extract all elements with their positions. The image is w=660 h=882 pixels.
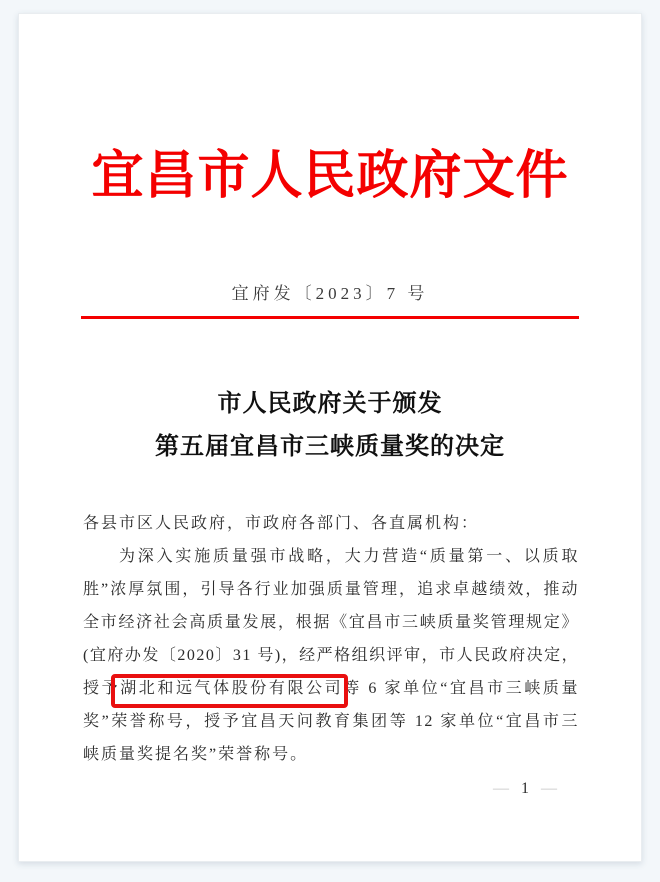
page-number-value: 1 [521,780,529,797]
body-line: 为深入实施质量强市战略，大力营造“质量第一、以质取 [119,548,579,565]
document-number: 宜府发〔2023〕7 号 [231,284,429,303]
document-page [18,13,642,862]
document-title-line1: 市人民政府关于颁发 [217,391,443,417]
document-title-line2: 第五届宜昌市三峡质量奖的决定 [155,434,505,460]
body-line: 峡质量奖提名奖”荣誉称号。 [83,746,309,763]
company-name-text: 湖北和远气体股份有限公司 [120,680,344,697]
agency-name-header: 宜昌市人民政府文件 [91,148,569,205]
body-line: 胜”浓厚氛围，引导各行业加强质量管理，追求卓越绩效，推动 [83,581,579,598]
body-line: (宜府办发〔2020〕31 号)，经严格组织评审，市人民政府决定， [83,647,580,664]
highlighted-company-name [120,680,343,697]
body-line: 全市经济社会高质量发展，根据《宜昌市三峡质量奖管理规定》 [83,614,579,631]
red-divider-line [81,316,579,319]
body-text-block [83,507,579,771]
page-number-dash-left: — [493,780,509,797]
salutation-line: 各县市区人民政府，市政府各部门、各直属机构： [83,515,480,532]
document-title [19,383,641,469]
body-line-prefix: 授予 [83,680,121,697]
page-number-dash-right: — [541,780,557,797]
body-line: 奖”荣誉称号，授予宜昌天问教育集团等 12 家单位“宜昌市三 [83,713,579,730]
page-number [19,778,557,800]
body-line-suffix: 等 6 家单位“宜昌市三峡质量 [343,680,579,697]
body-line-with-highlight [83,672,579,705]
